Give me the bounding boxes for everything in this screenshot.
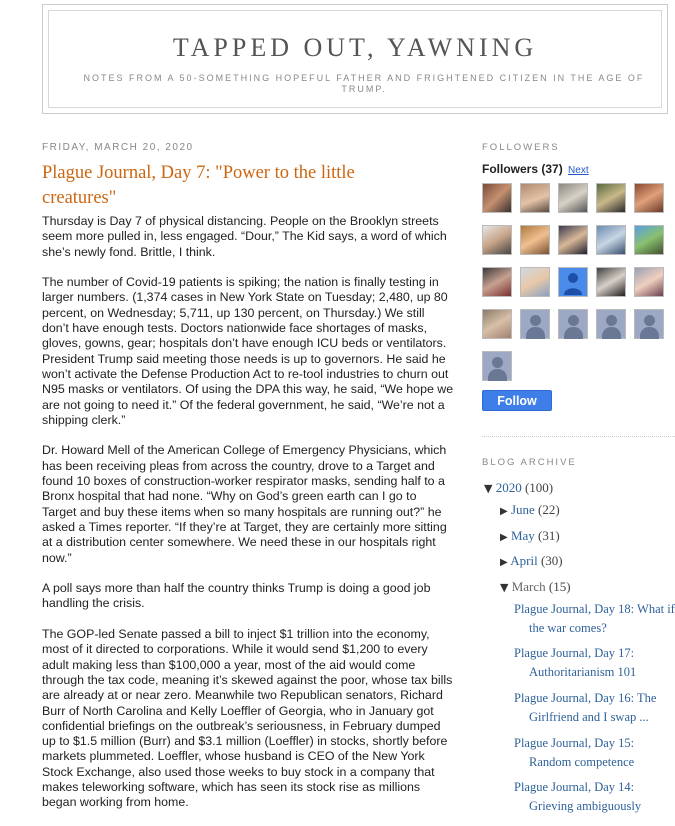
- follower-avatar[interactable]: [520, 309, 550, 339]
- sidebar-divider: [482, 436, 675, 437]
- post-body: [42, 214, 454, 826]
- expand-triangle-icon[interactable]: ▶: [500, 532, 508, 543]
- post-paragraph: A poll says more than half the country thinks Trump is doing a good job handling the crisis.: [42, 581, 431, 611]
- follower-avatar[interactable]: [634, 309, 664, 339]
- archive-year-2020[interactable]: [484, 480, 553, 496]
- follower-avatar[interactable]: [482, 183, 512, 213]
- followers-heading: FOLLOWERS: [482, 142, 560, 153]
- blog-header: [42, 4, 668, 114]
- post-paragraph: The GOP-led Senate passed a bill to inject $1 trillion into the economy, most of it directed to corporations. While it would send $1,200 to every adult making less than $100,000 a year, most of the aid would come through the tax code, meaning it’s skewed against the poor, whose tax bills are already at or near zero. Meanwhile two Republican senators, Richard Burr of North Carolina and Kelly Loeffler of Georgia, who in January got confidential briefings on the outbreak’s seriousness, in February dumped up to $1.5 million (Burr) and $3.1 million (Loeffler) in stocks, shortly before markets plummeted. Loeffler, whose husband is CEO of the New York Stock Exchange, also used those weeks to buy stock in a company that makes teleworking software, which has seen its stock rise as millions began working from home.: [42, 627, 453, 810]
- follower-avatar[interactable]: [596, 267, 626, 297]
- expand-triangle-icon[interactable]: ▶: [500, 557, 508, 568]
- collapse-triangle-icon[interactable]: ▼: [484, 482, 493, 495]
- post-paragraph: Thursday is Day 7 of physical distancing. People on the Brooklyn streets seem more pulled in, less engaged. “Dour,” The Kid says, a word of which she’s newly fond. Brittle, I think.: [42, 214, 447, 259]
- follower-avatar[interactable]: [596, 309, 626, 339]
- archive-post-link[interactable]: Plague Journal, Day 15: Random competence: [514, 736, 635, 769]
- followers-count: [482, 162, 589, 176]
- post-date: FRIDAY, MARCH 20, 2020: [42, 142, 194, 153]
- follower-avatar[interactable]: [558, 225, 588, 255]
- archive-post-link[interactable]: Plague Journal, Day 16: The Girlfriend and I swap ...: [514, 691, 657, 724]
- post-paragraph: Dr. Howard Mell of the American College of Emergency Physicians, which has been receiving pleas from across the country, drove to a Target and found 10 boxes of construction-worker respirator masks, sending half to a Bronx hospital that had none. “Why on God’s green earth can I go to Target and buy these items when so many hospitals are running out?” he asked a Times reporter. “If they’re at Target, they are certainly more sitting at a distribution center somewhere. We need these in our hospitals right now.”: [42, 443, 447, 565]
- archive-month-april[interactable]: [500, 553, 563, 569]
- archive-post-link[interactable]: Plague Journal, Day 18: What if the war comes?: [514, 602, 675, 635]
- archive-month-link[interactable]: May: [510, 528, 535, 543]
- archive-year-link[interactable]: 2020: [495, 480, 522, 495]
- follower-avatar[interactable]: [596, 225, 626, 255]
- archive-year-count: (100): [524, 480, 554, 495]
- blog-title[interactable]: TAPPED OUT, YAWNING: [172, 33, 538, 62]
- archive-month-count: (22): [538, 502, 560, 517]
- follower-avatar[interactable]: [634, 183, 664, 213]
- follower-avatar[interactable]: [558, 309, 588, 339]
- follower-avatar[interactable]: [482, 225, 512, 255]
- follower-avatar[interactable]: [596, 183, 626, 213]
- default-user-icon: [559, 268, 587, 296]
- blog-header-inner: [48, 10, 662, 108]
- archive-month-link[interactable]: March: [511, 579, 546, 594]
- archive-post-link[interactable]: Plague Journal, Day 17: Authoritarianism 101: [514, 646, 637, 679]
- follower-avatar[interactable]: [520, 183, 550, 213]
- follower-avatar[interactable]: [558, 183, 588, 213]
- expand-triangle-icon[interactable]: ▶: [500, 506, 508, 517]
- collapse-triangle-icon[interactable]: ▼: [500, 581, 509, 594]
- follow-button[interactable]: Follow: [482, 390, 552, 411]
- follower-avatar[interactable]: [634, 225, 664, 255]
- archive-month-may[interactable]: [500, 528, 560, 544]
- follower-avatar[interactable]: [558, 267, 588, 297]
- archive-month-count: (30): [540, 553, 563, 568]
- archive-month-june[interactable]: [500, 502, 560, 518]
- archive-post-link[interactable]: Plague Journal, Day 14: Grieving ambiguously: [514, 780, 642, 813]
- archive-month-march[interactable]: [500, 579, 571, 595]
- follower-avatar[interactable]: [520, 225, 550, 255]
- followers-next-link[interactable]: Next: [568, 165, 589, 176]
- follower-avatar[interactable]: [634, 267, 664, 297]
- follower-avatar[interactable]: [520, 267, 550, 297]
- archive-month-count: (15): [548, 579, 571, 594]
- archive-month-link[interactable]: June: [510, 502, 535, 517]
- follower-avatar[interactable]: [482, 267, 512, 297]
- archive-month-link[interactable]: April: [510, 553, 538, 568]
- post-title[interactable]: Plague Journal, Day 7: "Power to the little creatures": [42, 163, 355, 208]
- follower-avatar[interactable]: [482, 351, 512, 381]
- follower-avatar[interactable]: [482, 309, 512, 339]
- archive-heading: BLOG ARCHIVE: [482, 457, 577, 468]
- post-paragraph: The number of Covid-19 patients is spiking; the nation is finally testing in larger numbers. (1,374 cases in New York State on Tuesday; 2,480, up 80 percent, on Wednesday; 5,711, up 130 percent, on Thursday.) We still don’t have enough tests. Doctors nationwide face shortages of masks, gloves, gowns, gear; hospitals don’t have enough ICU beds or ventilators. President Trump said meeting those needs is up to governors. He said he won’t activate the Defense Production Act to re-tool industries to churn out N95 masks or ventilators. Of using the DPA this way, he said, “We hope we are not going to need it.” Of the federal government, he said, “We’re not a shipping clerk.”: [42, 275, 454, 427]
- archive-month-count: (31): [538, 528, 560, 543]
- followers-label: Followers (37): [482, 162, 563, 176]
- blog-description: NOTES FROM A 50-SOMETHING HOPEFUL FATHER AND FRIGHTENED CITIZEN IN THE AGE OF TRUMP.: [83, 73, 645, 94]
